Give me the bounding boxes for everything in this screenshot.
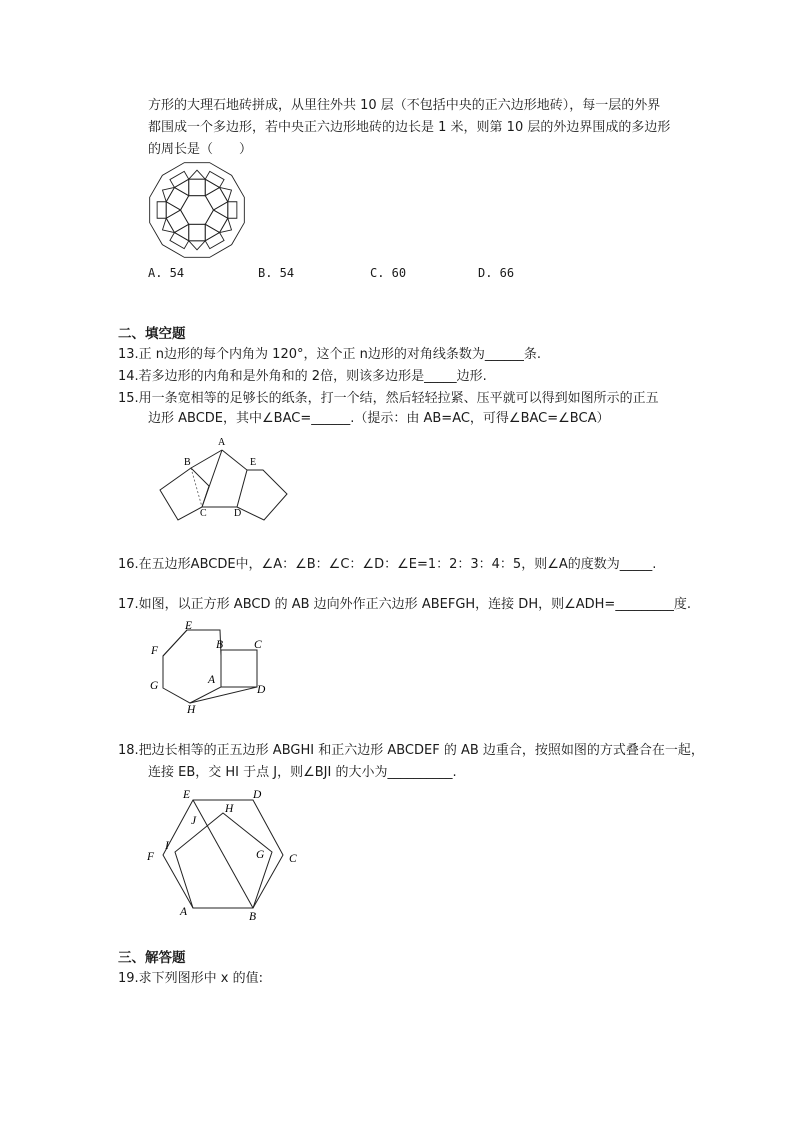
q15-label-c: C — [200, 508, 207, 519]
tile-shape — [166, 210, 189, 233]
q15-paper-knot-figure — [155, 435, 295, 525]
tile-shape — [170, 171, 189, 187]
tile-shape — [174, 179, 188, 195]
tile-shape — [150, 163, 245, 258]
q17-label-d: D — [257, 684, 266, 696]
tile-shape — [205, 187, 228, 210]
q12-text-line-2: 都围成一个多边形，若中央正六边形地砖的边长是 1 米，则第 10 层的外边界围成的多边形 — [148, 120, 671, 135]
tile-shape — [214, 202, 228, 219]
tile-shape — [174, 224, 188, 241]
tile-shape — [205, 179, 219, 195]
tile-shape — [205, 224, 219, 241]
q18-label-d: D — [253, 789, 262, 801]
tile-shape — [189, 179, 206, 195]
q17-label-a: A — [208, 674, 216, 686]
q18-label-g: G — [256, 849, 265, 861]
q13-text: 13.正 n边形的每个内角为 120°，这个正 n边形的对角线条数为______条. — [118, 347, 541, 362]
q12-option-c[interactable]: C. 60 — [370, 266, 407, 280]
q15-label-e: E — [250, 457, 257, 468]
q18-label-i: I — [165, 840, 169, 852]
q18-label-h: H — [225, 803, 234, 815]
q17-label-b: B — [216, 639, 224, 651]
q15-label-b: B — [184, 457, 191, 468]
tile-shape — [189, 170, 206, 179]
q15-text-line-2: 边形 ABCDE，其中∠BAC=______.（提示：由 AB=AC，可得∠BAC=∠BCA） — [148, 411, 610, 426]
q14-text: 14.若多边形的内角和是外角和的 2倍，则该多边形是_____边形. — [118, 369, 487, 384]
tile-shape — [189, 241, 206, 250]
tile-shape — [220, 218, 232, 232]
q12-option-d[interactable]: D. 66 — [478, 266, 515, 280]
q17-label-h: H — [187, 704, 196, 716]
q18-label-j: J — [191, 815, 197, 827]
q15-label-a: A — [218, 437, 226, 448]
q12-text-line-1: 方形的大理石地砖拼成，从里往外共 10 层（不包括中央的正六边形地砖），每一层的外界 — [148, 98, 661, 113]
q12-floor-tile-figure — [147, 160, 247, 260]
q17-label-f: F — [151, 645, 159, 657]
tile-shape — [205, 171, 224, 187]
q12-option-b[interactable]: B. 54 — [258, 266, 295, 280]
q12-text-line-3: 的周长是（ ） — [148, 142, 253, 157]
q18-pentagon-hexagon-figure — [145, 785, 315, 925]
q17-square-hexagon-figure — [145, 620, 266, 716]
q18-label-c: C — [289, 853, 297, 865]
q18-text-line-2: 连接 EB，交 HI 于点 J，则∠BJI 的大小为__________. — [148, 765, 457, 780]
tile-shape — [170, 233, 189, 249]
section-title-fill-in: 二、填空题 — [118, 326, 186, 342]
q12-option-a[interactable]: A. 54 — [148, 266, 185, 280]
q17-label-g: G — [150, 680, 159, 692]
tile-shape — [181, 196, 214, 225]
tile-shape — [228, 202, 237, 219]
q16-text: 16.在五边形ABCDE中，∠A：∠B：∠C：∠D：∠E=1：2：3：4：5，则∠A的度数为_____. — [118, 557, 657, 572]
tile-shape — [205, 210, 228, 233]
q18-label-f: F — [147, 851, 155, 863]
tile-shape — [162, 187, 174, 201]
q15-label-d: D — [234, 508, 242, 519]
tile-shape — [166, 187, 189, 210]
section-title-solutions: 三、解答题 — [118, 950, 186, 966]
q18-text-line-1: 18.把边长相等的正五边形 ABGHI 和正六边形 ABCDEF 的 AB 边重合，按照如图的方式叠合在一起， — [118, 743, 704, 758]
tile-shape — [220, 187, 232, 201]
q18-label-a: A — [180, 906, 188, 918]
tile-shape — [189, 224, 206, 241]
q18-label-b: B — [249, 911, 257, 923]
q17-label-c: C — [254, 639, 262, 651]
q18-label-e: E — [183, 789, 191, 801]
tile-shape — [162, 218, 174, 232]
q17-label-e: E — [185, 620, 193, 632]
q19-text: 19.求下列图形中 x 的值: — [118, 971, 264, 986]
q15-text-line-1: 15.用一条宽相等的足够长的纸条，打一个结，然后轻轻拉紧、压平就可以得到如图所示的正五 — [118, 391, 659, 406]
q17-text: 17.如图，以正方形 ABCD 的 AB 边向外作正六边形 ABEFGH，连接 DH，则∠ADH=_________度. — [118, 597, 691, 612]
tile-shape — [205, 233, 224, 249]
tile-shape — [166, 202, 180, 219]
tile-shape — [157, 202, 166, 219]
